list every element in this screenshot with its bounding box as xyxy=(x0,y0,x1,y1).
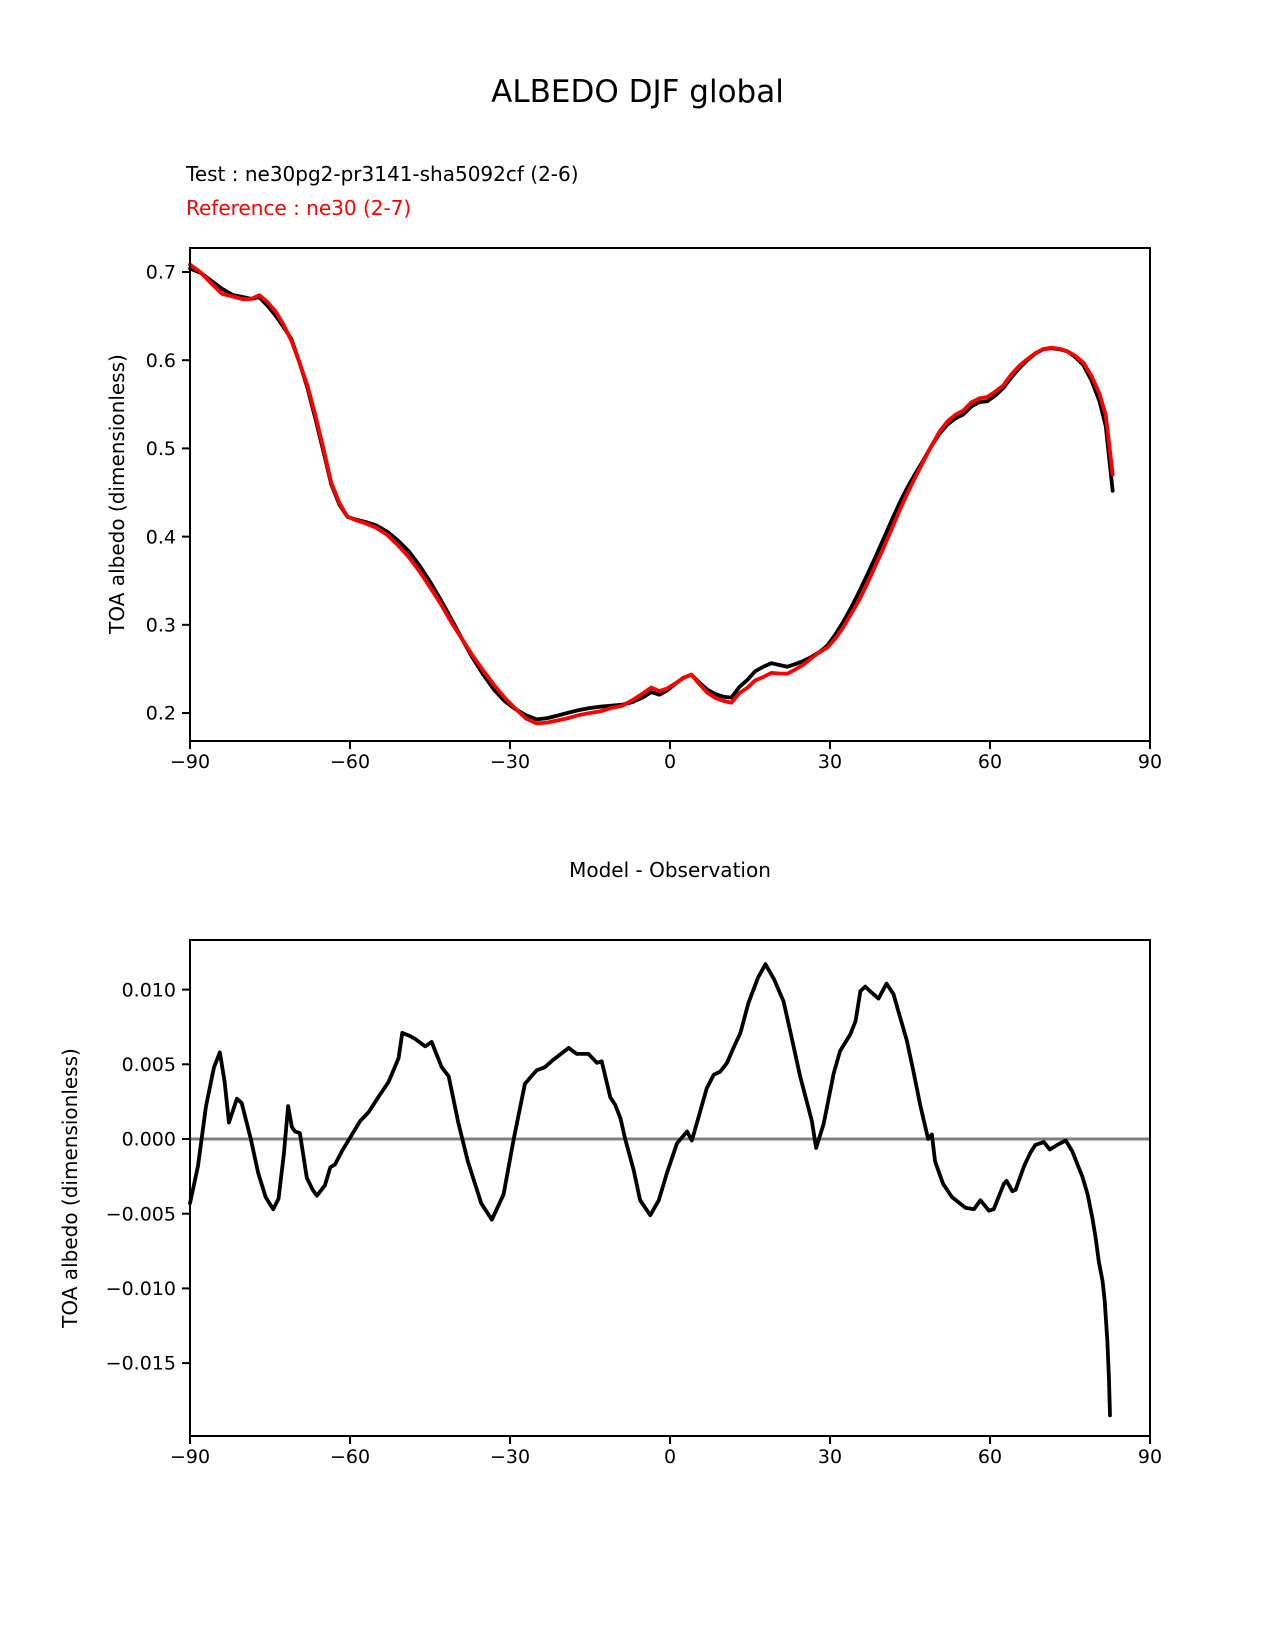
x-tick-label: −30 xyxy=(489,1446,531,1468)
page-title: ALBEDO DJF global xyxy=(491,74,784,110)
x-tick-label: −60 xyxy=(329,1446,371,1468)
x-tick-label: 0 xyxy=(663,751,677,773)
series-line xyxy=(190,265,1113,724)
diff-chart-y-axis-label: TOA albedo (dimensionless) xyxy=(58,1048,82,1328)
y-tick-label: 0.000 xyxy=(121,1128,176,1151)
legend-test-label: Test : ne30pg2-pr3141-sha5092cf (2-6) xyxy=(186,162,579,186)
y-tick-label: 0.6 xyxy=(145,349,176,372)
x-tick-label: −90 xyxy=(169,751,211,773)
y-tick-label: −0.010 xyxy=(105,1278,176,1301)
series-line xyxy=(190,268,1113,719)
x-tick-label: 90 xyxy=(1137,1446,1163,1468)
x-tick-label: 60 xyxy=(977,751,1003,773)
diff-chart-title: Model - Observation xyxy=(569,858,771,882)
y-tick-label: 0.010 xyxy=(121,979,176,1002)
x-tick-label: 30 xyxy=(817,1446,843,1468)
x-tick-label: 0 xyxy=(663,1446,677,1468)
y-tick-label: −0.005 xyxy=(105,1203,176,1226)
x-tick-label: 90 xyxy=(1137,751,1163,773)
top-chart-y-axis-label: TOA albedo (dimensionless) xyxy=(105,354,129,634)
x-tick-label: 60 xyxy=(977,1446,1003,1468)
y-tick-label: −0.015 xyxy=(105,1352,176,1375)
x-tick-label: −90 xyxy=(169,1446,211,1468)
y-tick-label: 0.005 xyxy=(121,1053,176,1076)
legend-reference-label: Reference : ne30 (2-7) xyxy=(186,196,412,220)
x-tick-label: 30 xyxy=(817,751,843,773)
y-tick-label: 0.7 xyxy=(145,261,176,284)
y-tick-label: 0.3 xyxy=(145,614,176,637)
y-tick-label: 0.5 xyxy=(145,438,176,461)
plot-frame xyxy=(190,940,1150,1436)
x-tick-label: −60 xyxy=(329,751,371,773)
y-tick-label: 0.4 xyxy=(145,526,176,549)
series-line xyxy=(190,964,1110,1415)
y-tick-label: 0.2 xyxy=(145,702,176,725)
x-tick-label: −30 xyxy=(489,751,531,773)
